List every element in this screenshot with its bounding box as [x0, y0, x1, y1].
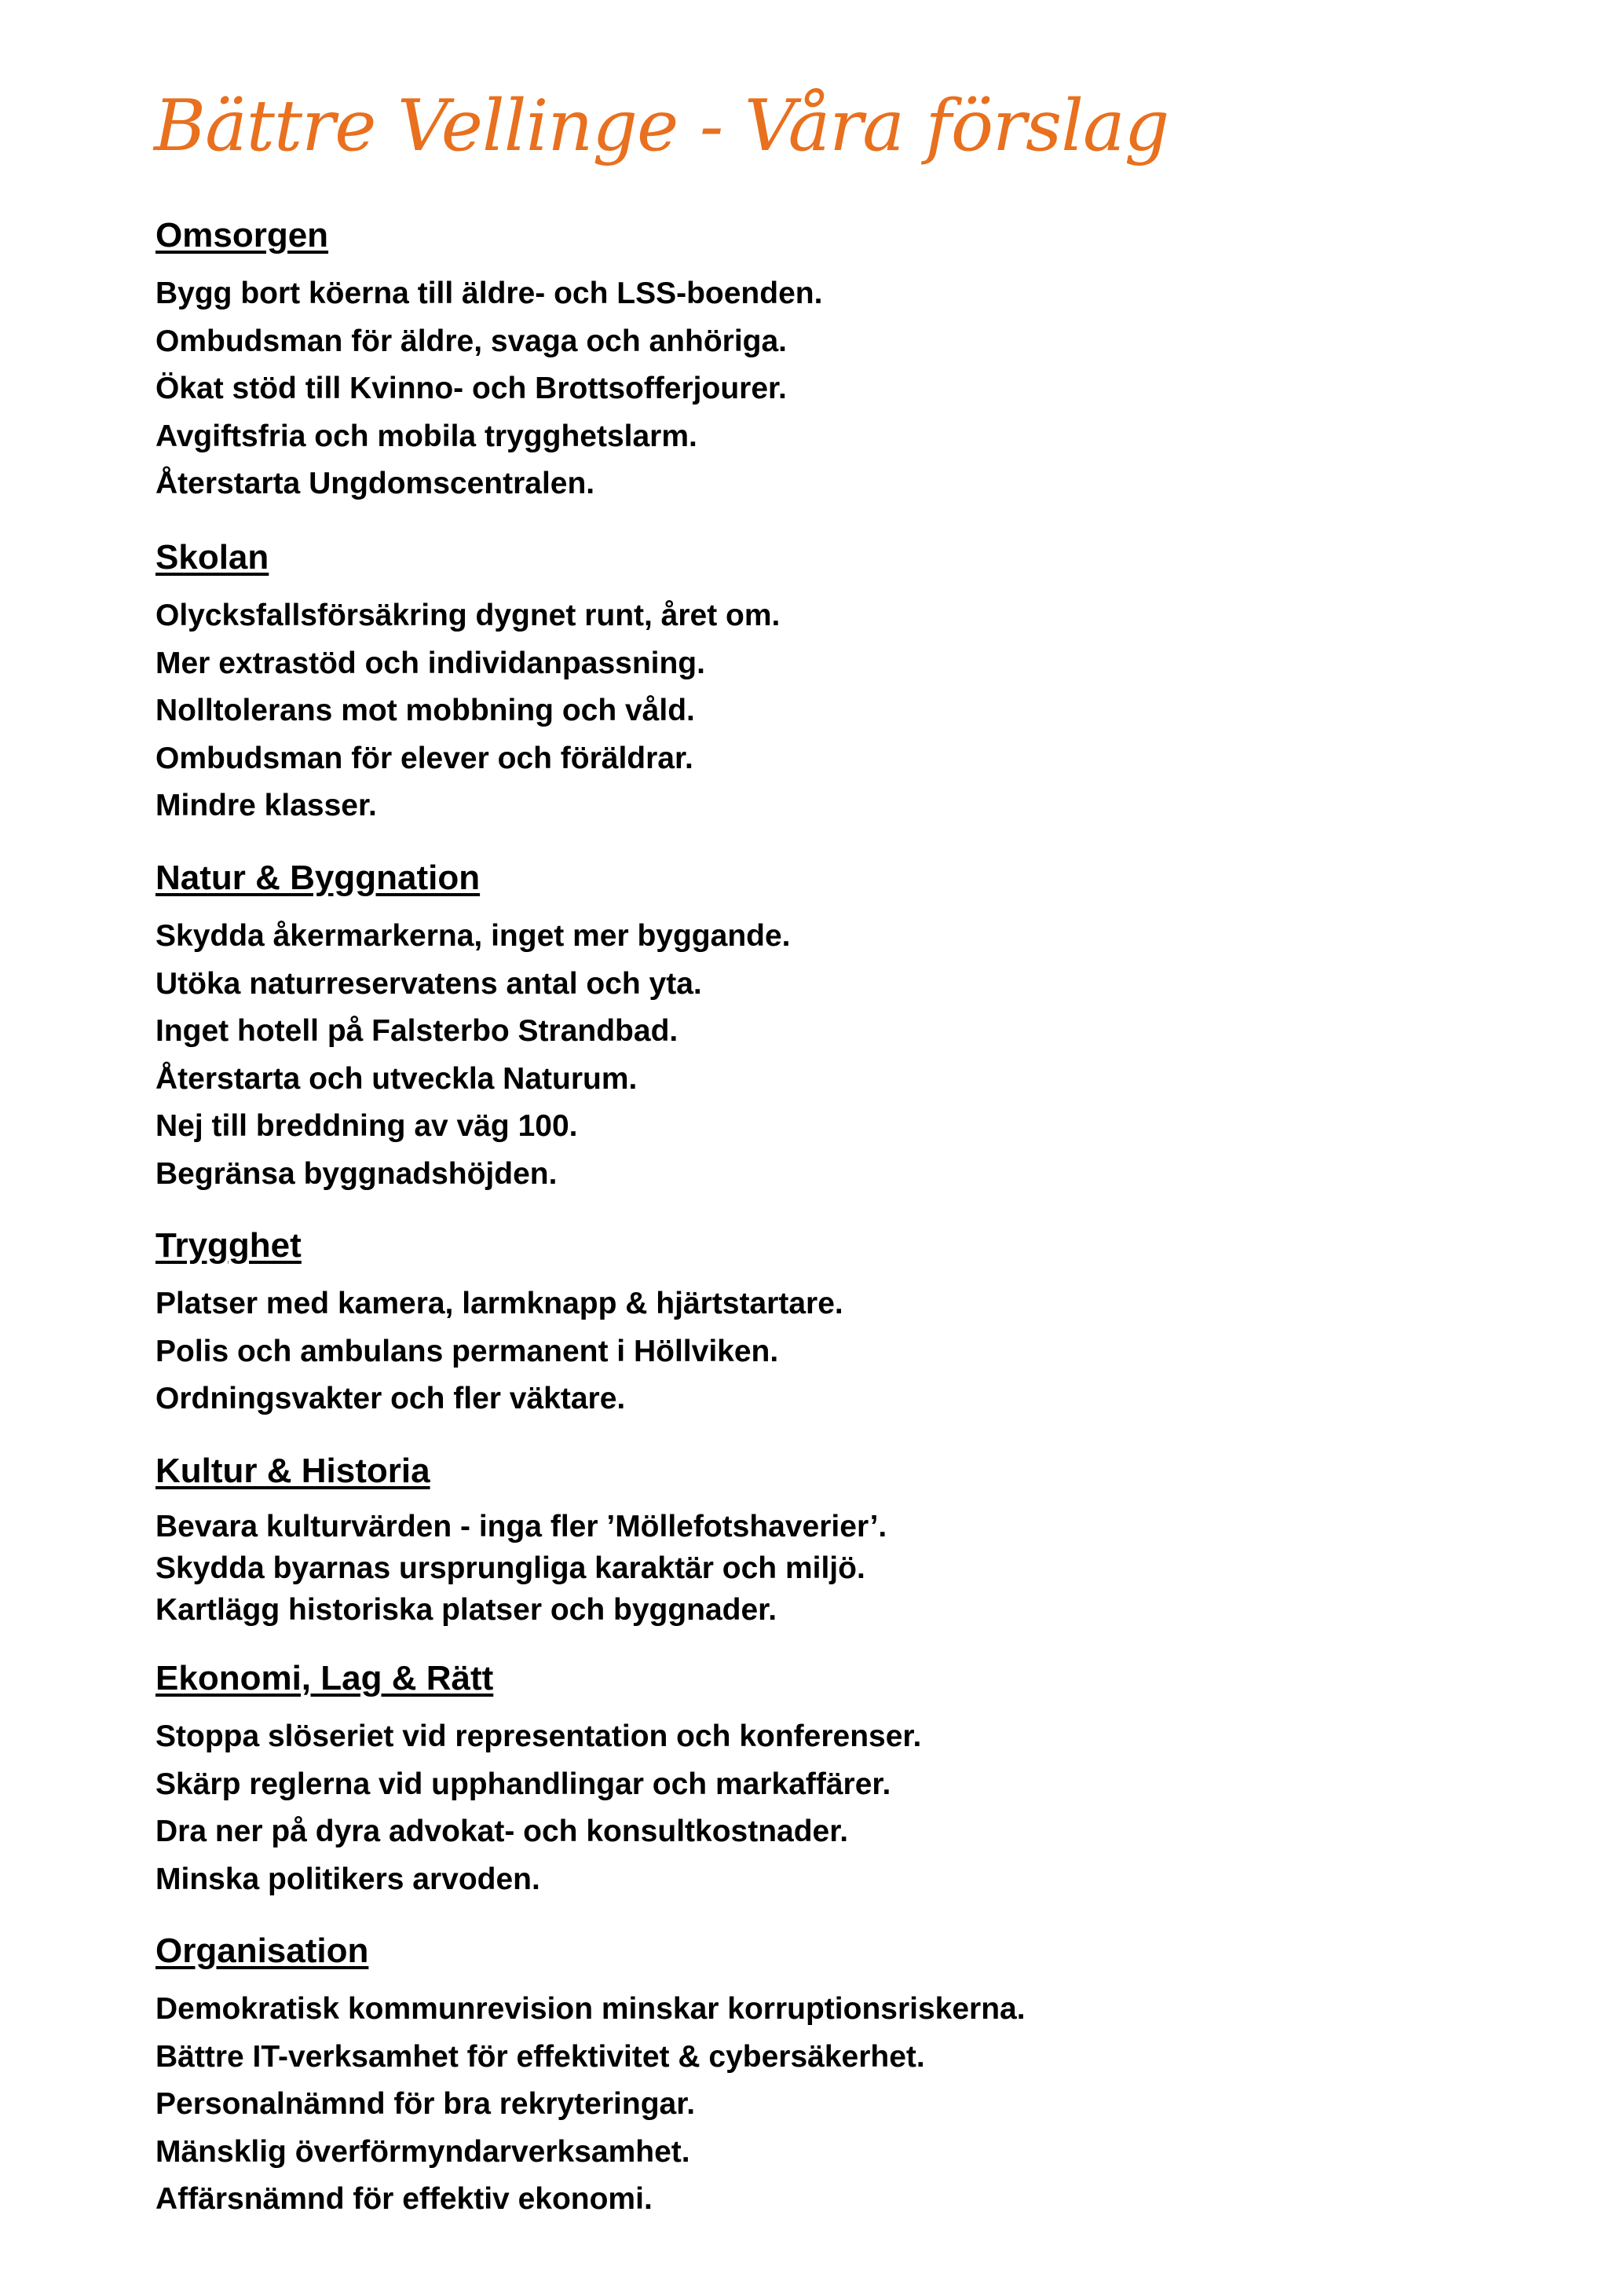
- list-item: Personalnämnd för bra rekryteringar.: [155, 2087, 696, 2121]
- list-item: Dra ner på dyra advokat- och konsultkostnader.: [155, 1814, 849, 1848]
- list-item: Stoppa slöseriet vid representation och konferenser.: [155, 1719, 922, 1753]
- item-list: [155, 592, 1553, 830]
- item-list: [155, 913, 1553, 1198]
- list-item: Återstarta Ungdomscentralen.: [155, 467, 595, 500]
- list-item: Mindre klasser.: [155, 789, 377, 822]
- section-heading: Kultur & Historia: [155, 1452, 430, 1490]
- section-heading: Omsorgen: [155, 216, 329, 255]
- section-heading: Natur & Byggnation: [155, 859, 481, 897]
- section-heading: Trygghet: [155, 1226, 302, 1265]
- item-list: [155, 1986, 1553, 2224]
- list-item: Bättre IT-verksamhet för effektivitet & cybersäkerhet.: [155, 2039, 925, 2074]
- list-item: Kartlägg historiska platser och byggnader.: [155, 1593, 777, 1627]
- list-item: Återstarta och utveckla Naturum.: [155, 1061, 638, 1096]
- list-item: Ordningsvakter och fler väktare.: [155, 1382, 626, 1415]
- list-item: Avgiftsfria och mobila trygghetslarm.: [155, 419, 697, 453]
- list-item: Demokratisk kommunrevision minskar korruptionsriskerna.: [155, 1992, 1026, 2026]
- item-list: [155, 1713, 1553, 1903]
- list-item: Nolltolerans mot mobbning och våld.: [155, 694, 695, 727]
- section-organisation: [155, 1929, 1553, 2224]
- section-skolan: [155, 536, 1553, 830]
- item-list: [155, 270, 1553, 508]
- item-list: [155, 1280, 1553, 1423]
- section-heading: Skolan: [155, 538, 269, 577]
- list-item: Skärp reglerna vid upphandlingar och markaffärer.: [155, 1767, 891, 1801]
- section-ekonomi-lag-ratt: [155, 1657, 1553, 1903]
- list-item: Affärsnämnd för effektiv ekonomi.: [155, 2182, 653, 2216]
- list-item: Mer extrastöd och individanpassning.: [155, 646, 705, 680]
- section-omsorgen: [155, 214, 1553, 508]
- list-item: Inget hotell på Falsterbo Strandbad.: [155, 1014, 678, 1048]
- page-title: Bättre Vellinge - Våra förslag: [154, 85, 1169, 167]
- list-item: Nej till breddning av väg 100.: [155, 1109, 578, 1143]
- list-item: Olycksfallsförsäkring dygnet runt, året om.: [155, 599, 781, 632]
- list-item: Bevara kulturvärden - inga fler ’Möllefotshaverier’.: [155, 1510, 887, 1543]
- item-list: [155, 1506, 1553, 1631]
- list-item: Skydda åkermarkerna, inget mer byggande.: [155, 919, 791, 953]
- list-item: Polis och ambulans permanent i Höllviken.: [155, 1334, 779, 1368]
- list-item: Platser med kamera, larmknapp & hjärtstartare.: [155, 1287, 843, 1320]
- list-item: Utöka naturreservatens antal och yta.: [155, 966, 702, 1001]
- list-item: Skydda byarnas ursprungliga karaktär och miljö.: [155, 1551, 865, 1585]
- section-kultur-historia: [155, 1449, 1553, 1631]
- section-heading: Ekonomi, Lag & Rätt: [155, 1659, 494, 1697]
- section-heading: Organisation: [155, 1932, 369, 1970]
- list-item: Bygg bort köerna till äldre- och LSS-boenden.: [155, 276, 823, 310]
- section-trygghet: [155, 1224, 1553, 1423]
- list-item: Ombudsman för äldre, svaga och anhöriga.: [155, 324, 788, 358]
- list-item: Begränsa byggnadshöjden.: [155, 1156, 558, 1191]
- list-item: Ökat stöd till Kvinno- och Brottsofferjourer.: [155, 372, 787, 405]
- list-item: Mänsklig överförmyndarverksamhet.: [155, 2134, 690, 2169]
- section-natur-byggnation: [155, 856, 1553, 1198]
- list-item: Ombudsman för elever och föräldrar.: [155, 741, 693, 775]
- list-item: Minska politikers arvoden.: [155, 1862, 540, 1896]
